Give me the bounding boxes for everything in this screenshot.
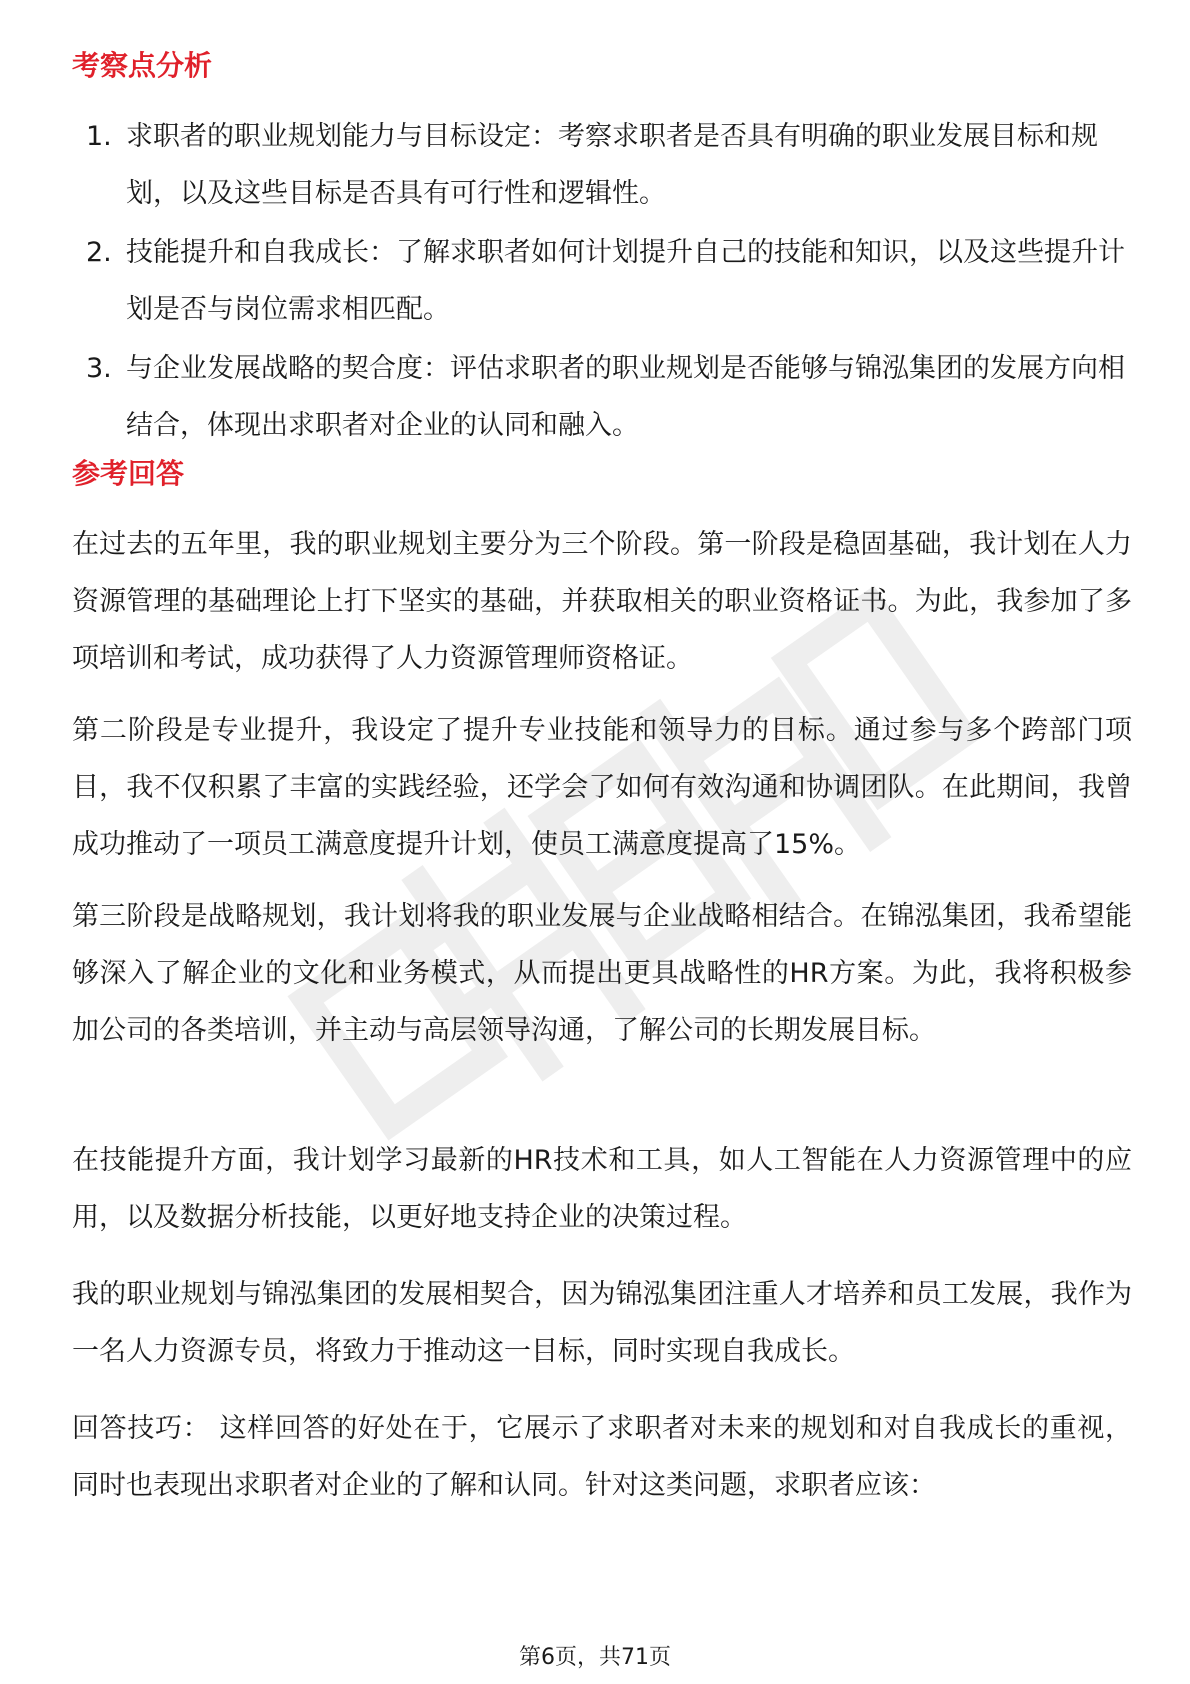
answer-tips-paragraph: 回答技巧： 这样回答的好处在于，它展示了求职者对未来的规划和对自我成长的重视，同时也表现出求职者对企业的了解和认同。针对这类问题，求职者应该：: [72, 1413, 1132, 1501]
answer-paragraph: 第二阶段是专业提升，我设定了提升专业技能和领导力的目标。通过参与多个跨部门项目，我不仅积累了丰富的实践经验，还学会了如何有效沟通和协调团队。在此期间，我曾成功推动了一项员工满意度提升计划，使员工满意度提高了15%。: [72, 715, 1132, 860]
list-item-number: 2.: [86, 237, 112, 268]
page-number: 第6页，共71页: [519, 1645, 671, 1670]
answer-paragraph: 在过去的五年里，我的职业规划主要分为三个阶段。第一阶段是稳固基础，我计划在人力资源管理的基础理论上打下坚实的基础，并获取相关的职业资格证书。为此，我参加了多项培训和考试，成功获得了人力资源管理师资格证。: [72, 529, 1132, 674]
list-item-text: 技能提升和自我成长：了解求职者如何计划提升自己的技能和知识，以及这些提升计划是否与岗位需求相匹配。: [126, 237, 1125, 325]
list-item: [72, 108, 1132, 222]
analysis-list: [72, 108, 1132, 456]
list-item: [72, 340, 1132, 454]
answer-paragraph: 我的职业规划与锦泓集团的发展相契合，因为锦泓集团注重人才培养和员工发展，我作为一名人力资源专员，将致力于推动这一目标，同时实现自我成长。: [72, 1279, 1132, 1367]
list-item-number: 1.: [86, 121, 112, 152]
list-item-text: 求职者的职业规划能力与目标设定：考察求职者是否具有明确的职业发展目标和规划，以及这些目标是否具有可行性和逻辑性。: [126, 121, 1098, 209]
list-item-text: 与企业发展战略的契合度：评估求职者的职业规划是否能够与锦泓集团的发展方向相结合，体现出求职者对企业的认同和融入。: [126, 353, 1125, 441]
section-heading-analysis: 考察点分析: [72, 49, 213, 82]
answer-paragraph: 在技能提升方面，我计划学习最新的HR技术和工具，如人工智能在人力资源管理中的应用，以及数据分析技能，以更好地支持企业的决策过程。: [72, 1145, 1132, 1233]
list-item-number: 3.: [86, 353, 112, 384]
answer-paragraph: 第三阶段是战略规划，我计划将我的职业发展与企业战略相结合。在锦泓集团，我希望能够深入了解企业的文化和业务模式，从而提出更具战略性的HR方案。为此，我将积极参加公司的各类培训，并主动与高层领导沟通，了解公司的长期发展目标。: [72, 901, 1132, 1046]
list-item: [72, 224, 1132, 338]
section-heading-reference-answer: 参考回答: [72, 457, 185, 490]
